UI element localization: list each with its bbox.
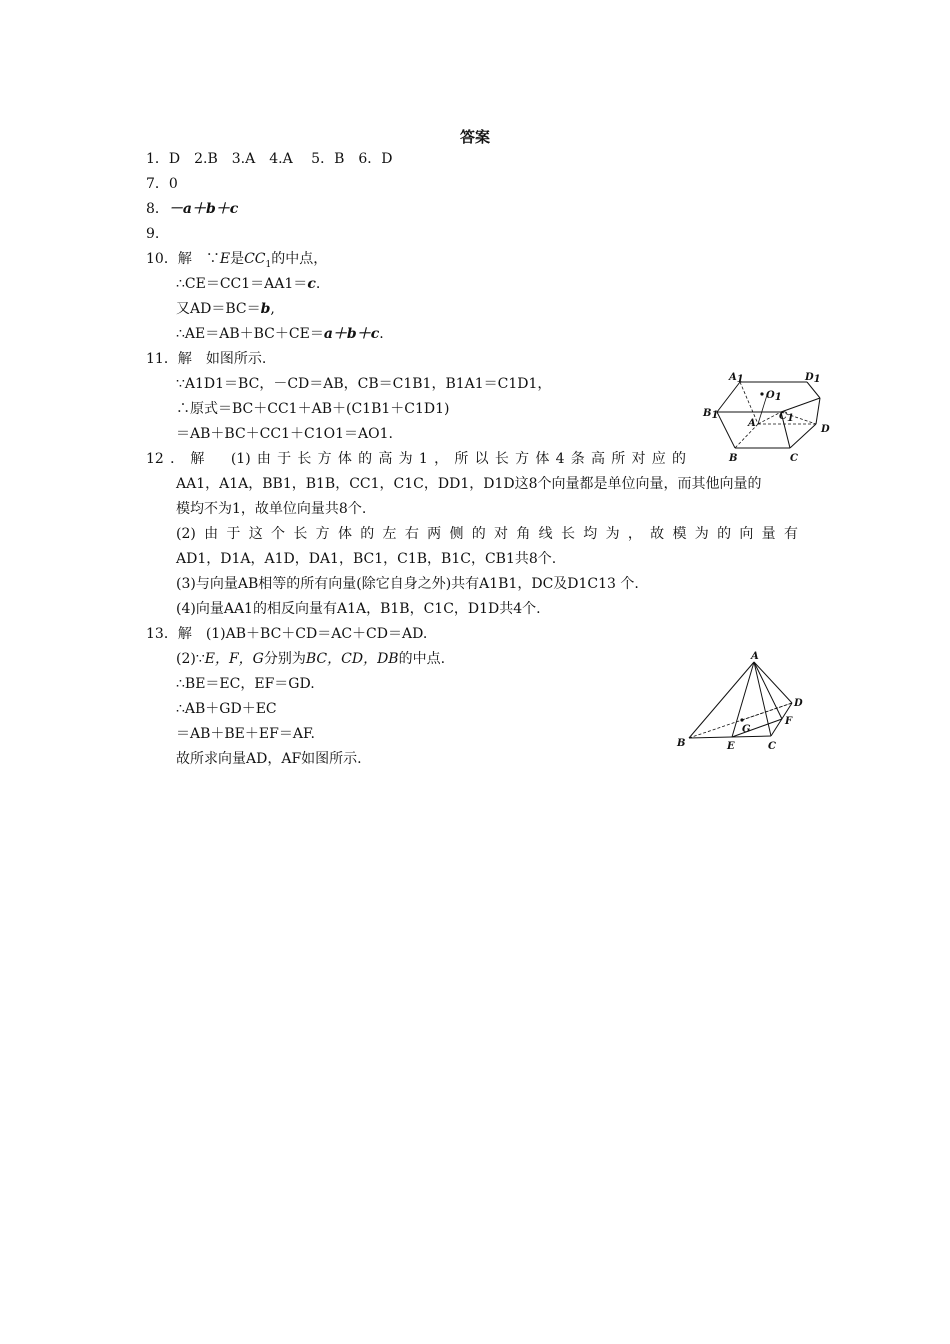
label-A: A	[748, 418, 756, 429]
q11-line-1: 11．解 如图所示.	[146, 351, 267, 367]
label-B1: B1	[703, 408, 719, 421]
label-A: A	[751, 651, 759, 662]
q13-line-3: ∴BE＝EC，EF＝GD.	[176, 676, 315, 692]
label-G: G	[742, 724, 751, 735]
label-F: F	[785, 716, 793, 727]
label-C: C	[768, 741, 776, 752]
answer-1-6: 1．D 2.B 3.A 4.A 5．B 6．D	[146, 151, 393, 167]
q13-line-2: (2)∵E，F，G分别为BC，CD，DB的中点.	[176, 651, 446, 667]
label-O1: O1	[766, 390, 782, 403]
q12-line-4: (2)由于这个长方体的左右两侧的对角线长均为，故模为的向量有	[176, 526, 798, 542]
answer-8: 8．－a＋b＋c	[146, 201, 239, 217]
label-D1: D1	[805, 372, 821, 385]
q12-line-2: AA1，A1A，BB1，B1B，CC1，C1C，DD1，D1D这8个向量都是单位向量，而其他向量的	[176, 476, 762, 492]
q11-line-2: ∵A1D1＝BC，－CD＝AB，CB＝C1B1，B1A1＝C1D1，	[176, 376, 552, 392]
q13-line-4: ∴AB＋GD＋EC	[176, 701, 277, 717]
label-E: E	[727, 741, 735, 752]
q10-line-1: 10．解 ∵E是$CC_1$的中点，	[146, 251, 328, 270]
tetrahedron-figure	[672, 645, 812, 757]
q13-line-1: 13．解 (1)AB＋BC＋CD＝AC＋CD＝AD.	[146, 626, 428, 642]
q12-line-5: AD1，D1A，A1D，DA1，BC1，C1B，B1C，CB1共8个.	[176, 551, 557, 567]
label-C: C	[790, 453, 798, 464]
q12-line-7: (4)向量AA1的相反向量有A1A，B1B，C1C，D1D共4个.	[176, 601, 541, 617]
q11-line-4: ＝AB＋BC＋CC1＋C1O1＝AO1.	[176, 426, 393, 442]
label-B: B	[729, 453, 738, 464]
answer-7: 7．0	[146, 176, 178, 192]
label-B: B	[677, 738, 686, 749]
q10-line-3: 又AD＝BC＝b,	[176, 301, 275, 317]
label-D: D	[794, 698, 803, 709]
q12-line-1: 12．解 (1)由于长方体的高为1，所以长方体4条高所对应的	[146, 451, 686, 467]
q13-line-5: ＝AB＋BE＋EF＝AF.	[176, 726, 315, 742]
q11-line-3: ∴原式＝BC＋CC1＋AB＋(C1B1＋C1D1)	[176, 401, 450, 417]
q12-line-3: 模均不为1，故单位向量共8个.	[176, 501, 367, 517]
page-title: 答案	[459, 128, 490, 146]
answer-9: 9.	[146, 226, 160, 242]
label-C1: C1	[779, 411, 794, 424]
q13-line-6: 故所求向量AD，AF如图所示.	[176, 751, 362, 767]
label-A1: A1	[729, 372, 744, 385]
q10-line-2: ∴CE＝CC1＝AA1＝c.	[176, 276, 321, 292]
q12-line-6: (3)与向量AB相等的所有向量(除它自身之外)共有A1B1，DC及D1C13 个.	[176, 576, 639, 592]
label-D: D	[821, 424, 830, 435]
q10-line-4: ∴AE＝AB＋BC＋CE＝a＋b＋c.	[176, 326, 384, 342]
cuboid-figure	[700, 368, 845, 468]
